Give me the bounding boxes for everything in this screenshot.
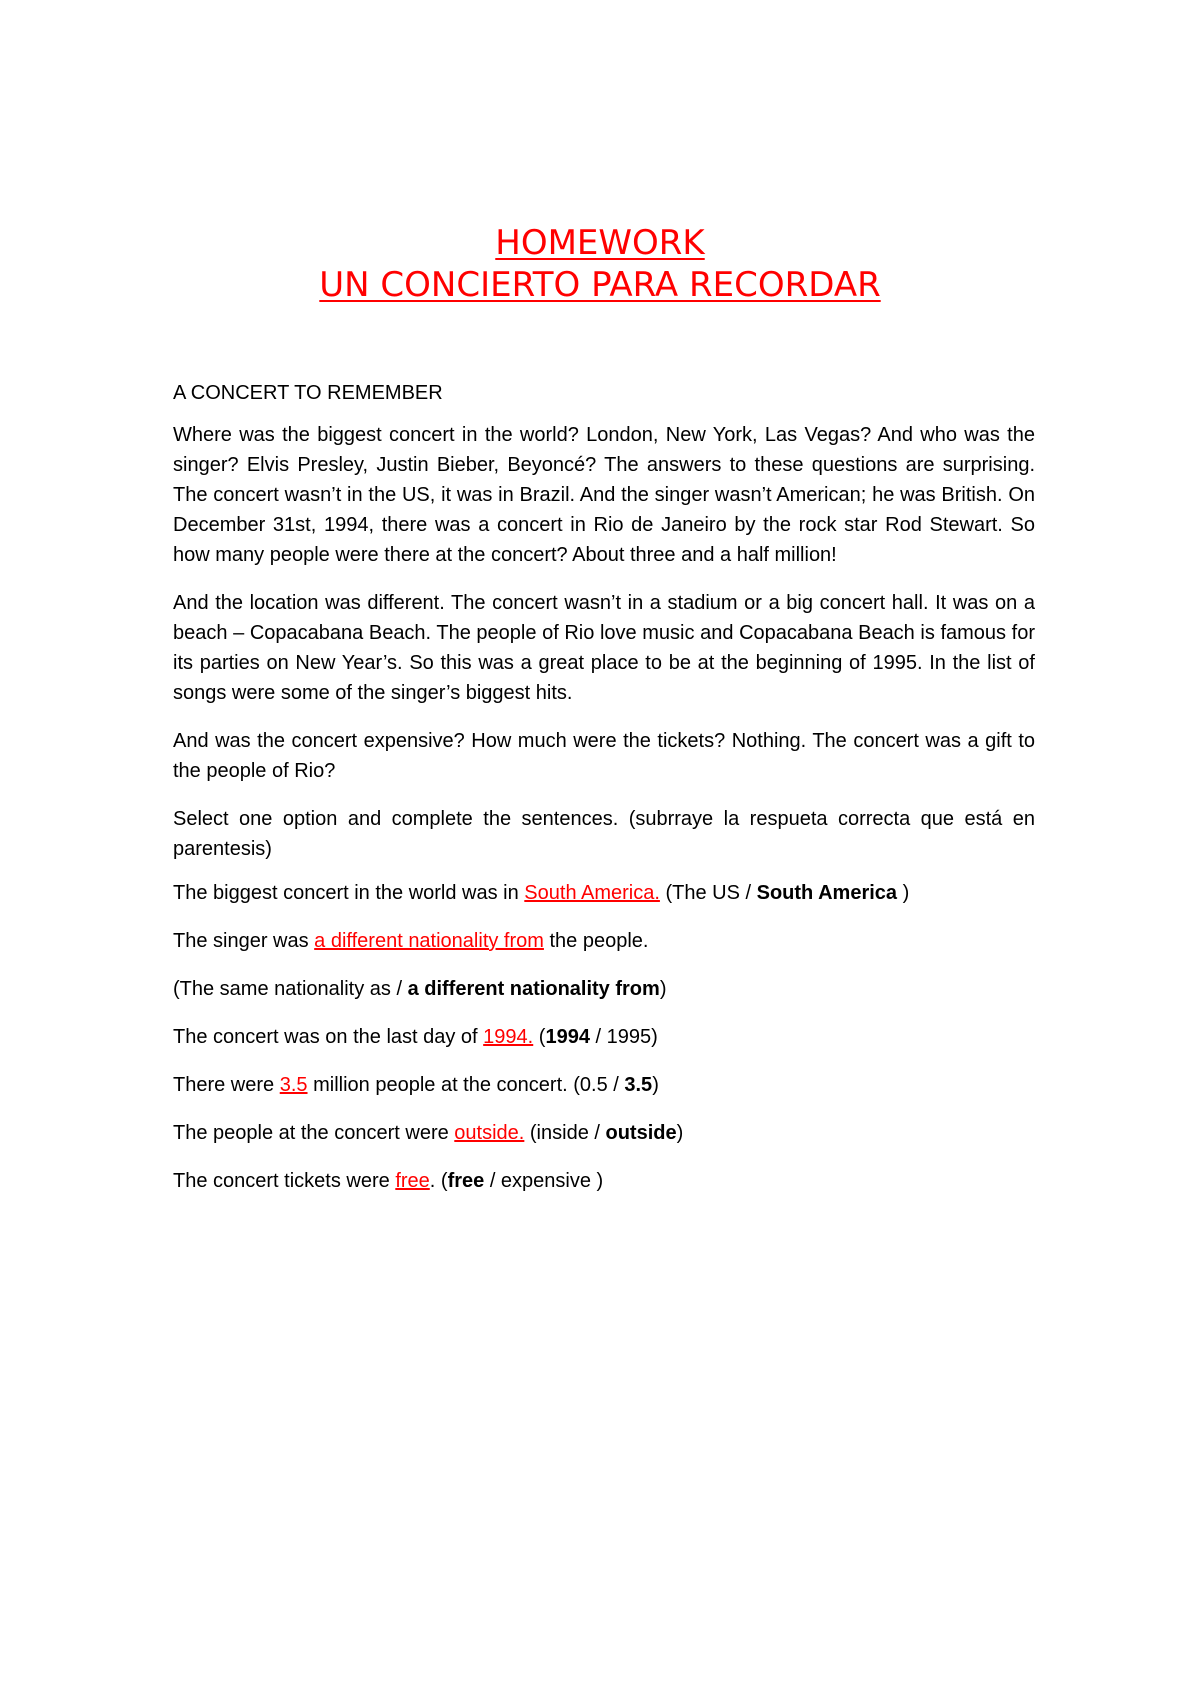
exercise-2-options (173, 974, 1035, 1004)
paragraph-3: And was the concert expensive? How much were the tickets? Nothing. The concert was a gift to the people of Rio? (173, 730, 1035, 782)
exercise-1 (173, 878, 1035, 908)
title-concierto: UN CONCIERTO PARA RECORDAR (319, 265, 881, 305)
exercise-5-after: (inside / (524, 1122, 606, 1144)
exercise-2-answer: a different nationality from (314, 930, 544, 952)
exercise-4-tail: ) (652, 1074, 659, 1096)
exercise-5-before: The people at the concert were (173, 1122, 455, 1144)
paragraph-1: Where was the biggest concert in the world? London, New York, Las Vegas? And who was the singer? Elvis Presley, Justin Bieber, Beyoncé? The answers to these questions are surprising. The concert wasn’t in the US, it was in Brazil. And the singer wasn’t American; he was British. On December 31st, 1994, there was a concert in Rio de Janeiro by the rock star Rod Stewart. So how many people were there at the concert? About three and a half million! (173, 424, 1035, 566)
exercise-3 (173, 1022, 1035, 1052)
exercise-6-before: The concert tickets were (173, 1170, 396, 1192)
exercise-5-tail: ) (676, 1122, 684, 1144)
exercise-5-answer: outside. (454, 1122, 525, 1144)
title-homework: HOMEWORK (495, 223, 705, 263)
exercise-5 (173, 1118, 1035, 1148)
instructions: Select one option and complete the sentences. (subrraye la respueta correcta que está en parentesis) (173, 808, 1035, 860)
exercise-6-option: free (447, 1170, 485, 1192)
exercise-2-before: The singer was (173, 930, 315, 952)
exercise-4-after: million people at the concert. (0.5 / (307, 1074, 625, 1096)
exercise-3-after: ( (533, 1026, 546, 1048)
exercise-4 (173, 1070, 1035, 1100)
exercise-6-answer: free (395, 1170, 430, 1192)
exercise-6-after: . ( (429, 1170, 448, 1192)
exercise-2-options-before: (The same nationality as / (173, 978, 408, 1000)
exercise-4-before: There were (173, 1074, 280, 1096)
exercise-4-answer: 3.5 (279, 1074, 308, 1096)
exercise-2-after: the people. (543, 930, 649, 952)
exercise-3-option: 1994 (545, 1026, 590, 1048)
exercise-1-answer: South America. (524, 882, 660, 904)
exercise-1-tail: ) (897, 882, 910, 904)
reading-heading: A CONCERT TO REMEMBER (173, 382, 443, 404)
exercise-1-before: The biggest concert in the world was in (173, 882, 525, 904)
exercise-3-answer: 1994. (483, 1026, 534, 1048)
exercise-6 (173, 1166, 1035, 1196)
exercise-4-option: 3.5 (624, 1074, 653, 1096)
exercise-6-tail: / expensive ) (484, 1170, 604, 1192)
exercise-2-options-tail: ) (659, 978, 667, 1000)
exercise-5-option: outside (605, 1122, 677, 1144)
paragraph-2: And the location was different. The concert wasn’t in a stadium or a big concert hall. It was on a beach – Copacabana Beach. The people of Rio love music and Copacabana Beach is famous for its parties on New Year’s. So this was a great place to be at the beginning of 1995. In the list of songs were some of the singer’s biggest hits. (173, 592, 1035, 704)
document-body (173, 378, 1035, 1214)
exercise-2-option: a different nationality from (407, 978, 660, 1000)
exercise-3-before: The concert was on the last day of (173, 1026, 484, 1048)
exercise-3-tail: / 1995) (589, 1026, 658, 1048)
exercise-2 (173, 926, 1035, 956)
title-block (0, 222, 1200, 306)
exercise-1-option: South America (756, 882, 898, 904)
exercise-1-after: (The US / (659, 882, 757, 904)
